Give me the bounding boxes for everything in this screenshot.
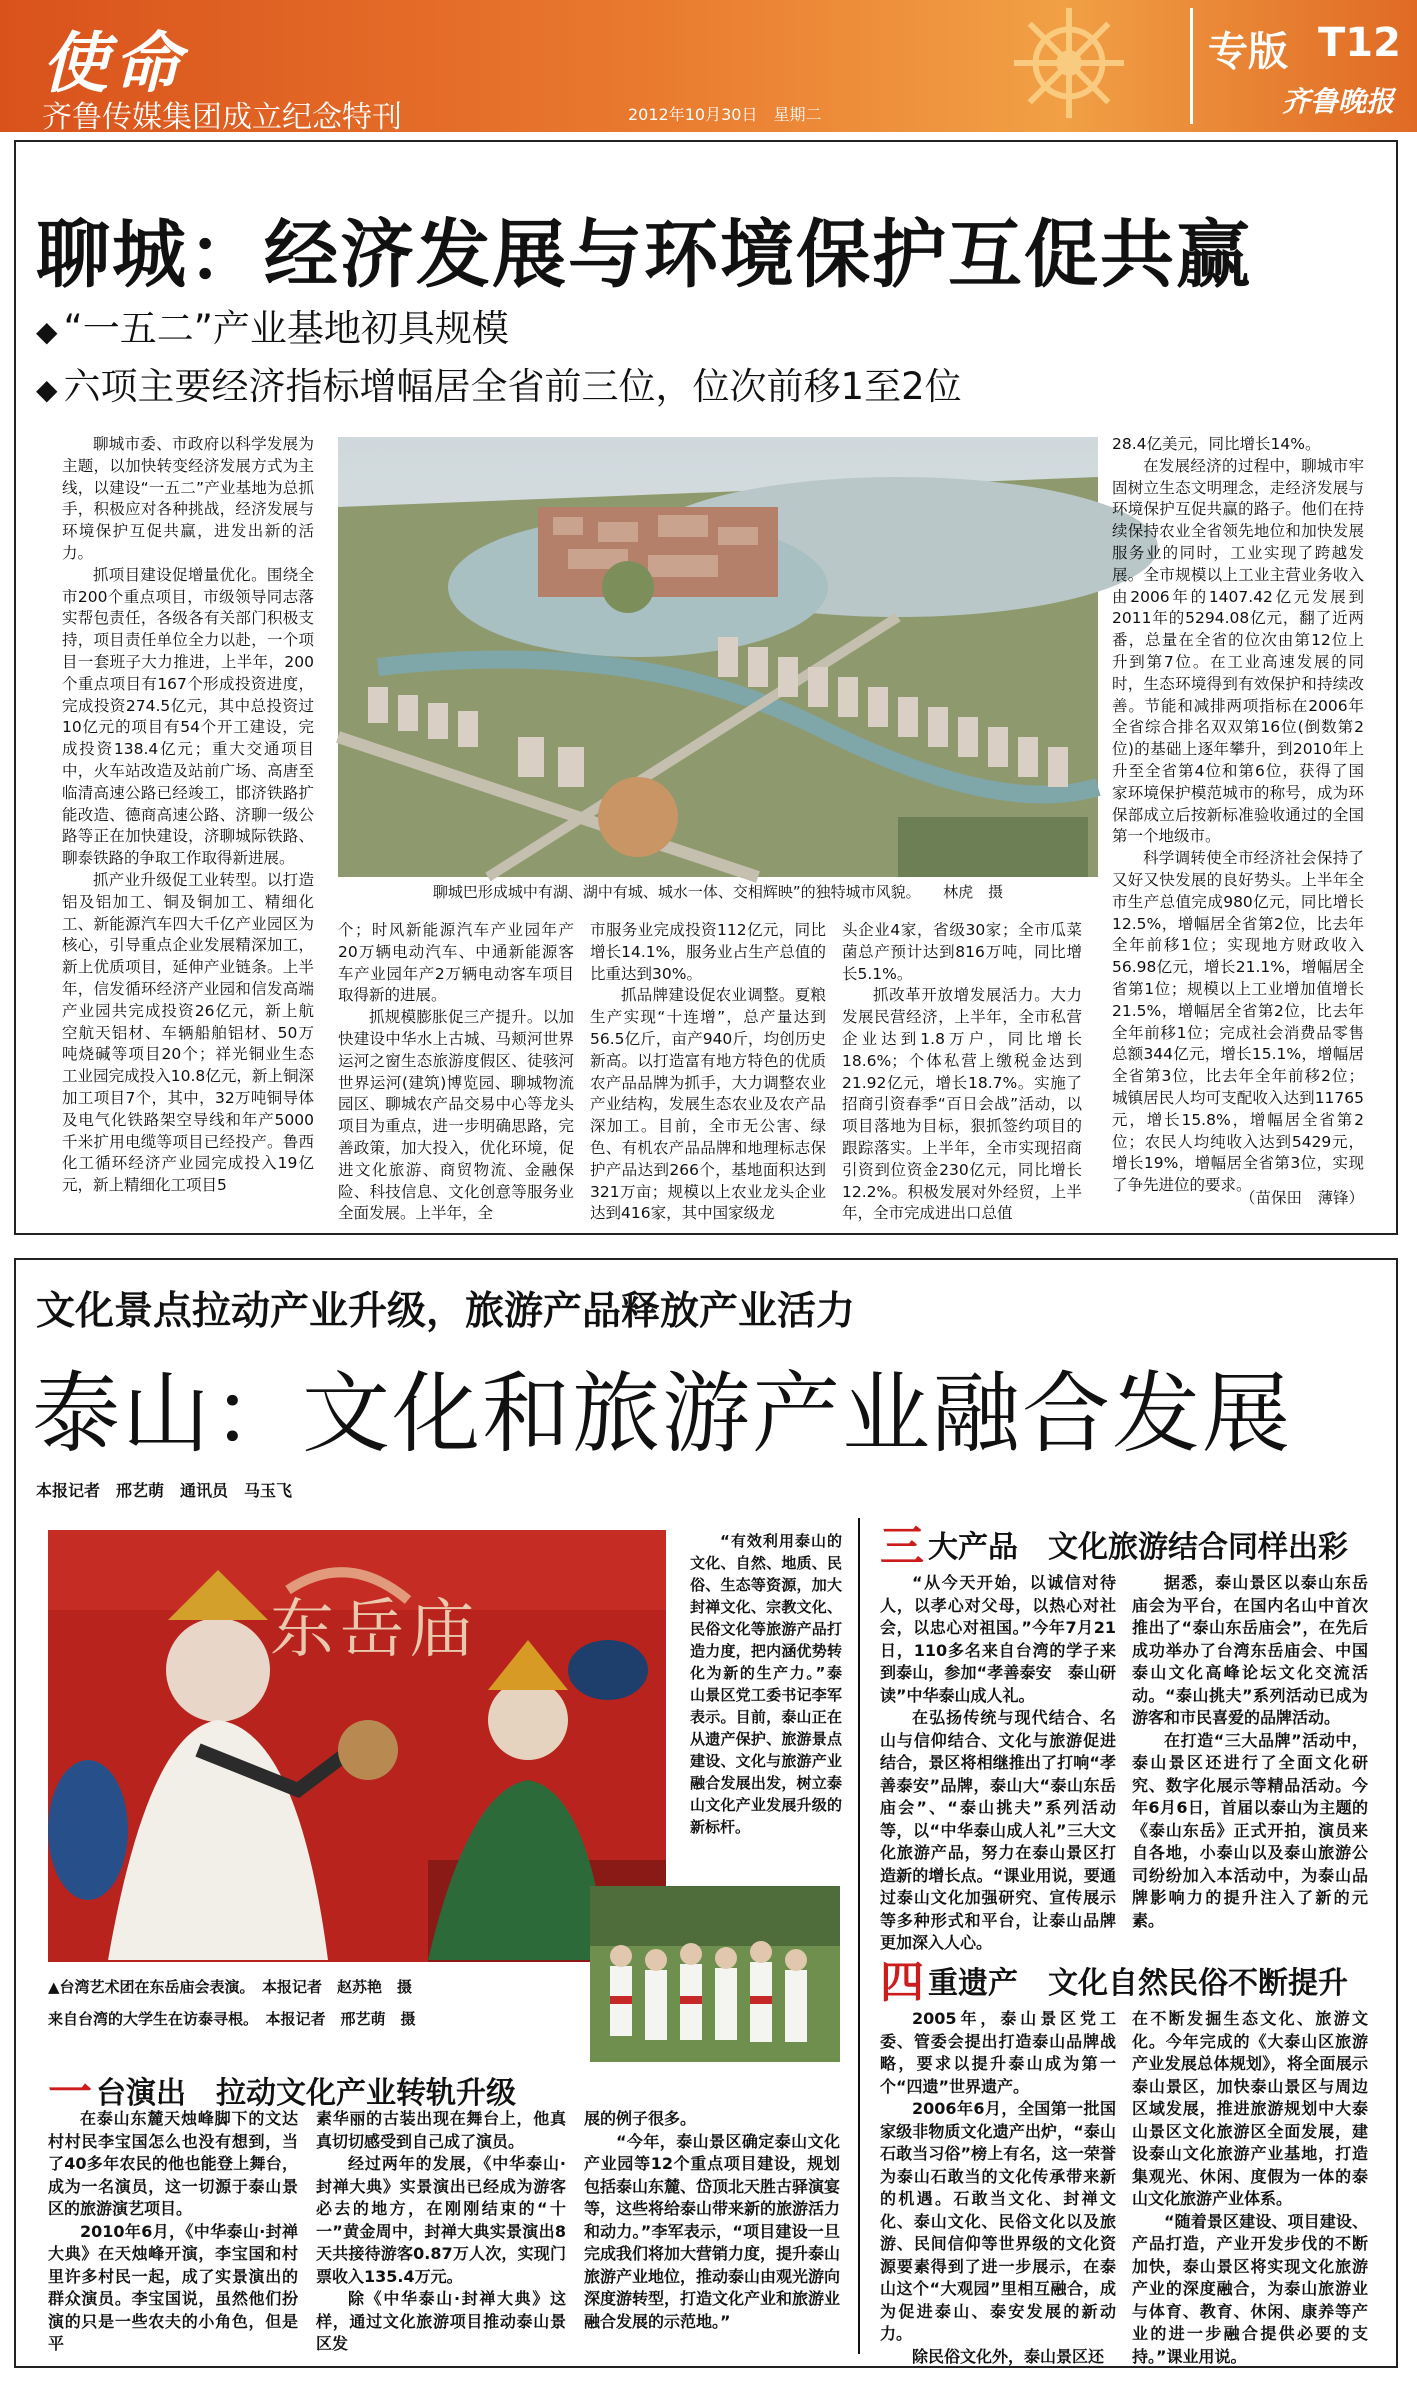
paragraph: 科学调转使全市经济社会保持了又好又快发展的良好势头。上半年全市生产总值完成980亿元，同比增长12.5%，增幅居全省第2位，比去年全年前移1位；实现地方财政收入56.98亿元，增长21.1%，增幅居全省第1位；规模以上工业增加值增长21.5%，增幅居全省第2位，比去年全年前移1位；完成社会消费品零售总额344亿元，增长15.1%，增幅居全省第3位，比去年全年前移2位；城镇居民人均可支配收入达到11765元，增长15.8%，增幅居全省第2位；农民人均纯收入达到5429元，增长19%，增幅居全省第3位，实现了争先进位的要求。 <box>1112 849 1364 1195</box>
liaocheng-column-5 <box>1112 434 1364 1195</box>
section-title: 大产品 文化旅游结合同样出彩 <box>928 1530 1348 1565</box>
deck-line-2 <box>36 356 962 410</box>
paragraph: 在弘扬传统与现代结合、名山与信仰结合、文化与旅游促进结合，景区将相继推出了打响“孝善泰安”品牌，泰山大“泰山东岳庙会”、“泰山挑夫”系列活动等，以“中华泰山成人礼”三大文化旅游产品，努力在泰山景区打造新的增长点。“课业用说，要通过泰山文化加强研究、宣传展示等多种形式和平台，让泰山品牌更加深入人心。 <box>880 1708 1116 1952</box>
paragraph: 2005年，泰山景区党工委、管委会提出打造泰山品牌战略，要求以提升泰山成为第一个“四遗”世界遗产。 <box>880 2009 1116 2096</box>
section-heading-4 <box>880 1946 1348 2010</box>
section1-column-1 <box>48 2108 298 2356</box>
paragraph: 2010年6月，《中华泰山·封禅大典》在天烛峰开演，李宝国和村里许多村民一起，成了实景演出的群众演员。李宝国说，虽然他们扮演的只是一些农夫的小角色，但是平 <box>48 2221 298 2353</box>
section-heading-3 <box>880 1510 1348 1574</box>
section-number: 四 <box>880 1957 924 2008</box>
paragraph: 素华丽的古装出现在舞台上，他真真切切感受到自己成了演员。 <box>316 2109 566 2151</box>
section3-column-1 <box>880 1572 1116 1952</box>
section-title: 台演出 拉动文化产业转轨升级 <box>96 2076 516 2111</box>
paragraph: 在不断发掘生态文化、旅游文化。今年完成的《大泰山区旅游产业发展总体规划》，将全面展示泰山景区，加快泰山景区与周边区域发展，推进旅游规划中大泰山景区文化旅游区全面发展，建设泰山文化旅游产业基地，打造集观光、休闲、度假为一体的泰山文化旅游产业体系。 <box>1132 2009 1368 2208</box>
paragraph: 市服务业完成投资112亿元，同比增长14.1%，服务业占生产总值的比重达到30%。 <box>590 921 826 983</box>
section1-column-3 <box>584 2108 840 2356</box>
paragraph: 28.4亿美元，同比增长14%。 <box>1112 435 1321 453</box>
paragraph: 聊城市委、市政府以科学发展为主题，以加快转变经济发展方式为主线，以建设“一五二”产业基地为总抓手，积极应对各种挑战，经济发展与环境保护互促共赢，进发出新的活力。 <box>62 435 314 562</box>
temple-banner-text: 东岳庙 <box>270 1593 480 1667</box>
section-number: 一 <box>48 2067 92 2118</box>
paragraph: 据悉，泰山景区以泰山东岳庙会为平台，在国内名山中首次推出了“泰山东岳庙会”，在先后成功举办了台湾东岳庙会、中国泰山文化高峰论坛文化交流活动。“泰山挑夫”系列活动已成为游客和市民喜爱的品牌活动。 <box>1132 1573 1368 1727</box>
page-number: T12 <box>1318 20 1401 66</box>
paragraph: 除《中华泰山·封禅大典》这样，通过文化旅游项目推动泰山景区发 <box>316 2289 566 2353</box>
section-number: 三 <box>880 1521 924 1572</box>
aerial-photo-caption: 聊城巴形成城中有湖、湖中有城、城水一体、交相辉映”的独特城市风貌。 林虎 摄 <box>432 883 1004 901</box>
section1-column-2 <box>316 2108 566 2356</box>
newspaper-name: 齐鲁晚报 <box>1282 85 1395 118</box>
section4-column-1 <box>880 2008 1116 2366</box>
column-divider <box>858 1518 860 2354</box>
paragraph: 在打造“三大品牌”活动中，泰山景区还进行了全面文化研究、数字化展示等精品活动。今年6月6日，首届以泰山为主题的《泰山东岳》正式开拍，演员来自各地，小泰山以及泰山旅游公司纷纷加入本活动中，为泰山品牌影响力的提升注入了新的元素。 <box>1132 1730 1368 1930</box>
photo-caption-students: 来自台湾的大学生在访泰寻根。 本报记者 邢艺萌 摄 <box>48 2010 416 2028</box>
masthead-calligraphy-title: 使命 <box>42 24 186 102</box>
paragraph: 2006年6月，全国第一批国家级非物质文化遗产出炉，“泰山石敢当习俗”榜上有名，这一荣誉为泰山石敢当的文化传承带来新的机遇。石敢当文化、封禅文化、泰山文化、民俗文化以及旅游、民间信仰等世界级的文化资源要素得到了进一步展示，在泰山这个“大观园”里相互融合，成为促进泰山、泰安发展的新动力。 <box>880 2099 1116 2343</box>
students-photo <box>590 1886 840 2062</box>
taishan-intro <box>690 1530 842 1946</box>
paragraph: “随着景区建设、项目建设、产品打造，产业开发步伐的不断加快，泰山景区将实现文化旅游产业的深度融合，为泰山旅游业与体育、教育、休闲、康养等产业的进一步融合提供必要的支持。”课业用说。 <box>1132 2211 1368 2366</box>
section3-column-2 <box>1132 1572 1368 1932</box>
paragraph: 除民俗文化外，泰山景区还 <box>912 2346 1105 2366</box>
liaocheng-headline: 聊城：经济发展与环境保护互促共赢 <box>36 212 1252 298</box>
aerial-city-photo <box>338 437 1098 877</box>
diamond-bullet-icon: ◆ <box>36 315 58 348</box>
photo-caption-performance: ▲台湾艺术团在东岳庙会表演。 本报记者 赵苏艳 摄 <box>48 1978 413 1996</box>
paragraph: 抓规模膨胀促三产提升。以加快建设中华水上古城、马颊河世界运河之窗生态旅游度假区、徒骇河世界运河(建筑)博览园、聊城物流园区、聊城农产品交易中心等龙头项目为重点，进一步明确思路，完善政策，加大投入，优化环境，促进文化旅游、商贸物流、金融保险、科技信息、文化创意等服务业全面发展。上半年，全 <box>338 1008 574 1223</box>
paragraph: 展的例子很多。 <box>584 2109 697 2128</box>
ship-wheel-icon <box>1010 4 1128 122</box>
paragraph: 经过两年的发展，《中华泰山·封禅大典》实景演出已经成为游客必去的地方，在刚刚结束的“十一”黄金周中，封禅大典实景演出8天共接待游客0.87万人次，实现门票收入135.4万元。 <box>316 2154 566 2286</box>
paragraph: 抓产业升级促工业转型。以打造铝及铝加工、铜及铜加工、精细化工、新能源汽车四大千亿产业园区为核心，引导重点企业发展精深加工，新上优质项目，延伸产业链条。上半年，信发循环经济产业园和信发高端产业园共完成投资26亿元，新上航空航天铝材、车辆船舶铝材、50万吨烧碱等项目20个；祥光铜业生态工业园完成投入10.8亿元，新上铜深加工项目7个，其中，32万吨铜导体及电气化铁路架空导线和年产5000千米扩用电缆等项目已经投产。鲁西化工循环经济产业园完成投入19亿元，新上精细化工项目5 <box>62 870 314 1195</box>
taishan-kicker: 文化景点拉动产业升级，旅游产品释放产业活力 <box>36 1289 856 1334</box>
liaocheng-column-4 <box>842 920 1082 1223</box>
deck-text-1: “一五二”产业基地初具规模 <box>63 307 509 350</box>
liaocheng-column-1 <box>62 434 314 1214</box>
masthead-subtitle: 齐鲁传媒集团成立纪念特刊 <box>42 100 402 135</box>
deck-text-2: 六项主要经济指标增幅居全省前三位，位次前移1至2位 <box>63 365 962 408</box>
diamond-bullet-icon: ◆ <box>36 373 58 406</box>
deck-line-1 <box>36 298 509 352</box>
liaocheng-column-3 <box>590 920 826 1223</box>
paragraph: 在发展经济的过程中，聊城市牢固树立生态文明理念，走经济发展与环境保护互促共赢的路子。他们在持续保持农业全省领先地位和加快发展服务业的同时，工业实现了跨越发展。全市规模以上工业主营业务收入由2006年的1407.42亿元发展到2011年的5294.08亿元，翻了近两番，总量在全省的位次由第12位上升到第7位。在工业高速发展的同时，生态环境得到有效保护和持续改善。节能和减排两项指标在2006年全省综合排名双双第16位(倒数第2位)的基础上逐年攀升，到2010年上升至全省第4位和第6位，获得了国家环境保护模范城市的称号，成为环保部成立后按新标准验收通过的全国第一个地级市。 <box>1112 456 1364 846</box>
paragraph: 抓项目建设促增量优化。围绕全市200个重点项目，市级领导同志落实帮包责任，各级各有关部门积极支持，项目责任单位全力以赴，一个项目一套班子大力推进，上半年，200个重点项目有167个形成投资进度，完成投资274.5亿元，其中总投资过10亿元的项目有54个开工建设，完成投资138.4亿元；重大交通项目中，火车站改造及站前广场、高唐至临清高速公路已经竣工，邯济铁路扩能改造、德商高速公路、济聊一级公路等正在加快建设，济聊城际铁路、聊泰铁路的争取工作取得新进展。 <box>62 565 314 868</box>
paragraph: “今年，泰山景区确定泰山文化产业园等12个重点项目建设，规划包括泰山东麓、岱顶北天胜古驿演宴等，这些将给泰山带来新的旅游活力和动力。”李军表示，“项目建设一旦完成我们将加大营销力度，提升泰山旅游产业地位，推动泰山由观光游向深度游转型，打造文化产业和旅游业融合发展的示范地。” <box>584 2131 841 2331</box>
section-title: 重遗产 文化自然民俗不断提升 <box>928 1966 1348 2001</box>
paragraph: 头企业4家，省级30家；全市瓜菜菌总产预计达到816万吨，同比增长5.1%。 <box>842 921 1082 983</box>
paragraph: 在泰山东麓天烛峰脚下的文达村村民李宝国怎么也没有想到，当了40多年农民的他也能登上舞台，成为一名演员，这一切源于泰山景区的旅游演艺项目。 <box>48 2109 298 2218</box>
paragraph: 个；时风新能源汽车产业园年产20万辆电动汽车、中通新能源客车产业园年产2万辆电动客车项目取得新的进展。 <box>338 921 574 1005</box>
paragraph: “有效利用泰山的文化、自然、地质、民俗、生态等资源，加大封禅文化、宗教文化、民俗文化等旅游产品打造力度，把内涵优势转化为新的生产力。”泰山景区党工委书记李军表示。目前，泰山正在从遗产保护、旅游景点建设、文化与旅游产业融合发展出发，树立泰山文化产业发展升级的新标杆。 <box>690 1532 842 1836</box>
taishan-headline: 泰山：文化和旅游产业融合发展 <box>32 1362 1293 1465</box>
edition-label: 专版 <box>1208 29 1288 75</box>
section4-column-2 <box>1132 2008 1368 2366</box>
liaocheng-byline: （苗保田 薄锋） <box>1239 1189 1364 1207</box>
taishan-reporters: 本报记者 邢艺萌 通讯员 马玉飞 <box>36 1481 293 1500</box>
liaocheng-column-2 <box>338 920 574 1223</box>
paragraph: 抓改革开放增发展活力。大力发展民营经济，上半年，全市私营企业达到1.8万户，同比增长18.6%；个体私营上缴税金达到21.92亿元，增长18.7%。实施了招商引资春季“百日会战”活动，以项目落地为目标，狠抓签约项目的跟踪落实。上半年，全市实现招商引资到位资金230亿元，同比增长12.2%。积极发展对外经贸，上半年，全市完成进出口总值 <box>842 986 1082 1223</box>
paragraph: “从今天开始，以诚信对待人，以孝心对父母，以热心对社会，以忠心对祖国。”今年7月21日，110多名来自台湾的学子来到泰山，参加“孝善泰安 泰山研读”中华泰山成人礼。 <box>880 1573 1116 1705</box>
issue-date: 2012年10月30日 星期二 <box>628 105 822 124</box>
paragraph: 抓品牌建设促农业调整。夏粮生产实现“十连增”，总产量达到56.5亿斤，亩产940斤，均创历史新高。以打造富有地方特色的优质农产品品牌为抓手，大力调整农业产业结构，发展生态农业及农产品深加工。目前，全市无公害、绿色、有机农产品品牌和地理标志保护产品达到266个，基地面积达到321万亩；规模以上农业龙头企业达到416家，其中国家级龙 <box>590 986 826 1223</box>
